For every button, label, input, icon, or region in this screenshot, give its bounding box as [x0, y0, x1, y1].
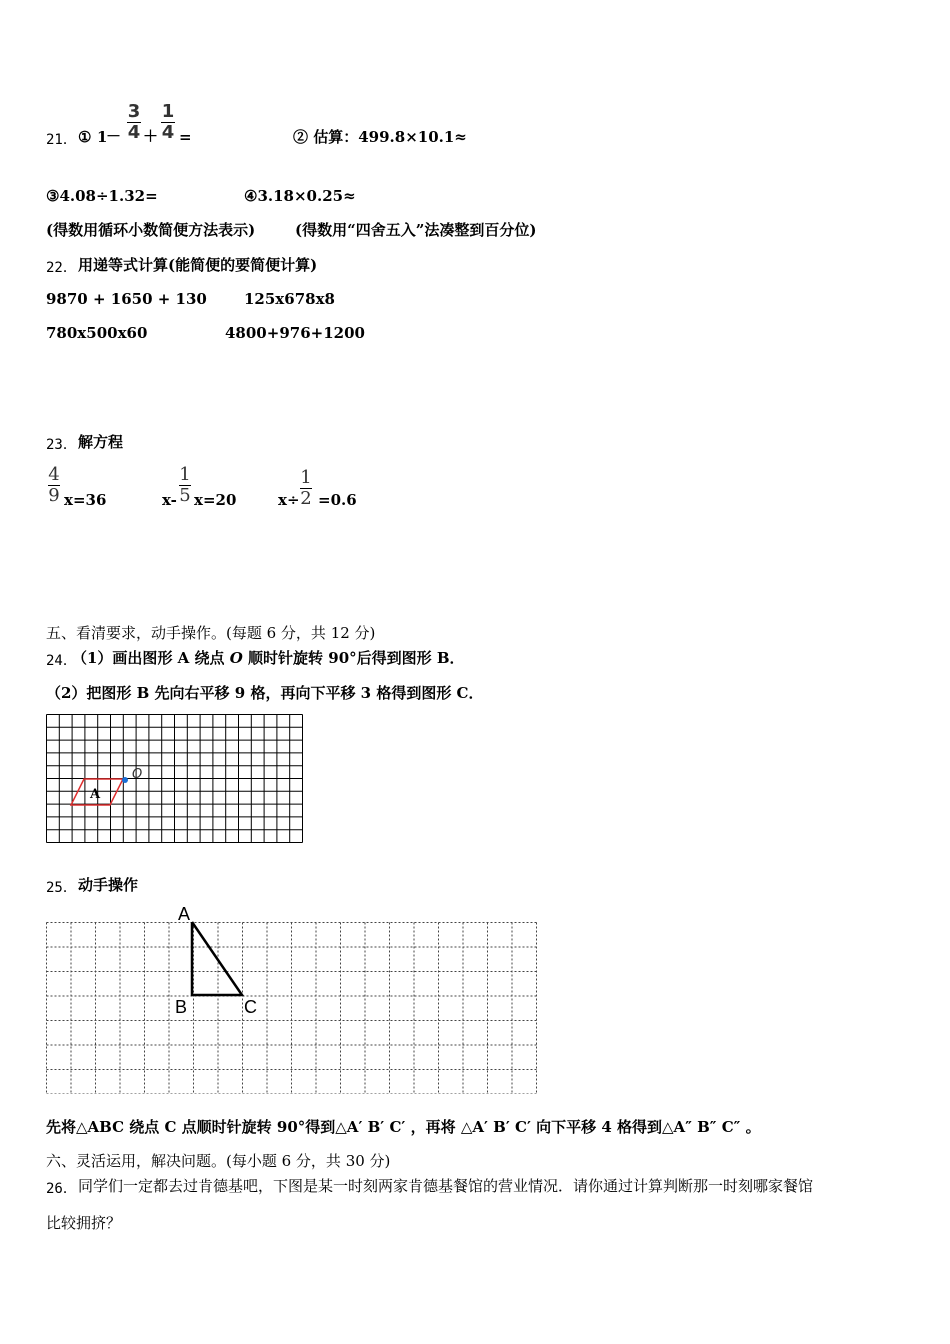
section-5-title: 五、看清要求，动手操作。(每题 6 分，共 12 分)	[46, 624, 376, 642]
q21-fraction-1-numerator: 3	[127, 101, 141, 122]
triangle-abc	[192, 922, 242, 995]
q23-eq2-prefix: x-	[162, 491, 177, 509]
q23-eq1-fraction	[48, 466, 60, 505]
q21-part1-equals: =	[179, 128, 192, 146]
q23-eq1-rest: x=36	[64, 491, 107, 509]
q23-eq1-numerator: 4	[48, 464, 60, 485]
q22-expr-1: 9870 + 1650 + 130	[46, 290, 207, 308]
q23-eq1-denominator: 9	[48, 485, 60, 506]
section-6-title: 六、灵活运用，解决问题。(每小题 6 分，共 30 分)	[46, 1152, 391, 1170]
vertex-c-label: C	[244, 997, 257, 1017]
q25-figure	[46, 900, 306, 1025]
q21-note-1: (得数用循环小数简便方法表示)	[46, 221, 256, 239]
q26-number: 26．	[46, 1181, 77, 1197]
q21-part1-one: 1	[97, 128, 108, 146]
vertex-a-label: A	[178, 904, 191, 924]
q24-figure	[46, 714, 304, 846]
q26-line-2: 比较拥挤？	[46, 1214, 122, 1232]
q21-part1-plus: ＋	[143, 127, 159, 145]
q21-part1-minus: －	[106, 127, 122, 145]
q24-number: 24．	[46, 653, 77, 669]
point-o-label: O	[132, 767, 143, 782]
q23-eq2-numerator: 1	[179, 464, 191, 485]
q23-eq3-numerator: 1	[300, 467, 312, 488]
q23-eq3-fraction	[300, 469, 312, 508]
q23-number: 23．	[46, 437, 77, 453]
q21-part2: ② 估算：499.8×10.1≈	[293, 128, 467, 146]
shape-a-label: A	[90, 787, 101, 802]
q21-number: 21．	[46, 132, 77, 148]
q23-eq2-fraction	[179, 466, 191, 505]
q23-eq2-denominator: 5	[179, 485, 191, 506]
q22-title: 用递等式计算(能简便的要简便计算)	[78, 256, 318, 274]
q25-number: 25．	[46, 880, 77, 896]
q21-fraction-1-denominator: 4	[127, 122, 141, 143]
q25-instruction: 先将△ABC 绕点 C 点顺时针旋转 90°得到△A′ B′ C′ ，再将 △A′ B′ C′ 向下平移 4 格得到△A″ B″ C″ 。	[46, 1118, 761, 1136]
q21-note-2: (得数用“四舍五入”法凑整到百分位)	[295, 221, 537, 239]
q22-expr-3: 780x500x60	[46, 324, 148, 342]
q21-fraction-2-denominator: 4	[161, 122, 175, 143]
q23-eq3-denominator: 2	[300, 488, 312, 509]
q22-expr-4: 4800+976+1200	[225, 324, 365, 342]
q21-part1-circle: ①	[78, 128, 92, 146]
q23-eq2-rest: x=20	[194, 491, 237, 509]
q21-fraction-1	[127, 103, 141, 142]
point-o-dot	[122, 777, 128, 783]
q21-fraction-2-numerator: 1	[161, 101, 175, 122]
q24-line-2: （2）把图形 B 先向右平移 9 格，再向下平移 3 格得到图形 C．	[46, 684, 484, 702]
q24-line-1	[72, 649, 465, 667]
q24-line-1-a: （1）画出图形 A 绕点	[72, 649, 230, 667]
q21-fraction-2	[161, 103, 175, 142]
q25-title: 动手操作	[78, 876, 139, 894]
q24-point-o-text: O	[229, 649, 243, 667]
q23-eq3-prefix: x÷	[278, 491, 300, 509]
q22-expr-2: 125x678x8	[244, 290, 335, 308]
q24-line-1-b: 顺时针旋转 90°后得到图形 B．	[242, 649, 465, 667]
q21-part4: ④3.18×0.25≈	[244, 187, 356, 205]
q23-title: 解方程	[78, 433, 124, 451]
vertex-b-label: B	[175, 997, 188, 1017]
q21-part3: ③4.08÷1.32=	[46, 187, 158, 205]
q26-line-1: 同学们一定都去过肯德基吧，下图是某一时刻两家肯德基餐馆的营业情况．请你通过计算判断那一时刻哪家餐馆	[78, 1177, 814, 1195]
q23-eq3-rest: =0.6	[318, 491, 357, 509]
q22-number: 22．	[46, 260, 77, 276]
